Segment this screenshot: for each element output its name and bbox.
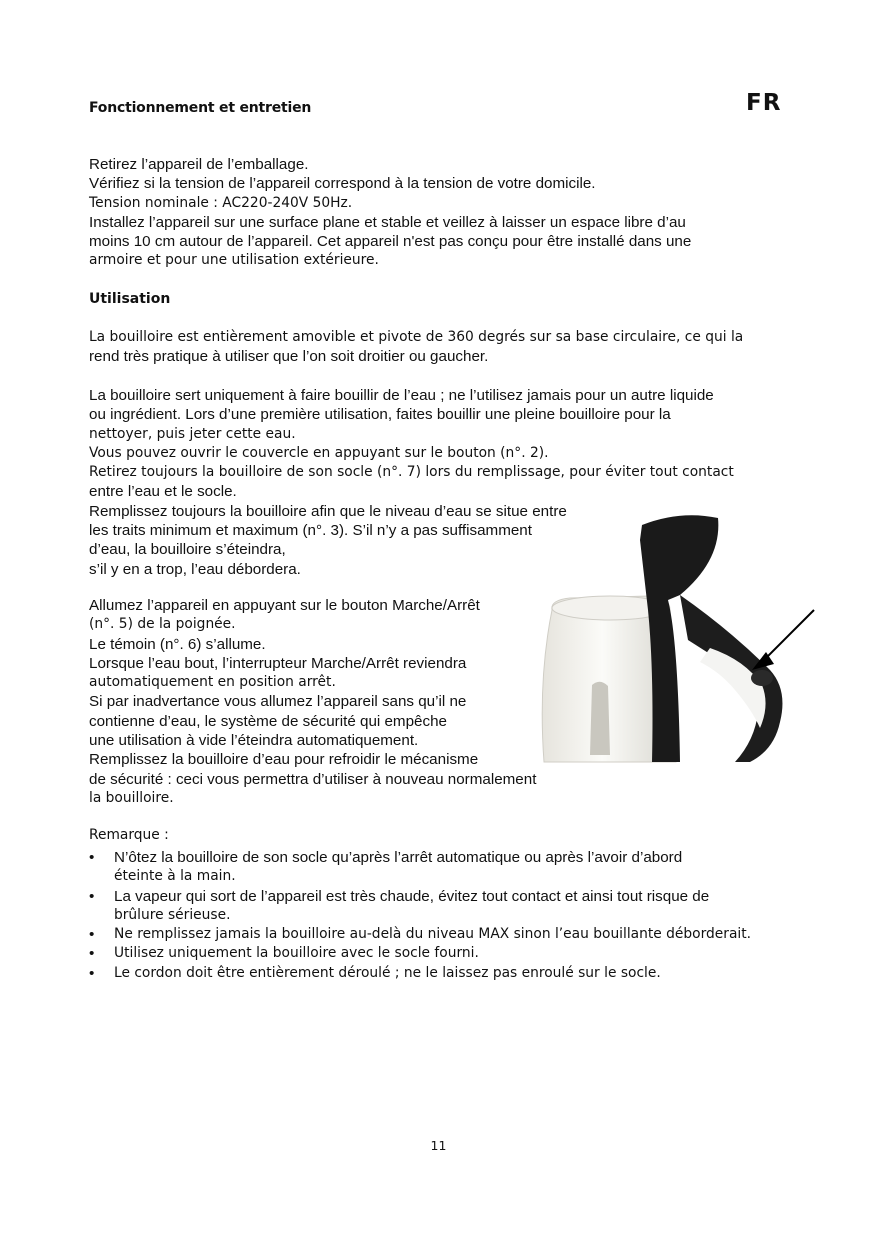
text-line: Utilisez uniquement la bouilloire avec le socle fourni.: [114, 945, 479, 962]
text-line: Retirez toujours la bouilloire de son socle (n°. 7) lors du remplissage, pour éviter tout contact: [89, 464, 734, 481]
text-line: Si par inadvertance vous allumez l’appareil sans qu’il ne: [89, 693, 467, 711]
text-line: Allumez l’appareil en appuyant sur le bouton Marche/Arrêt: [89, 597, 480, 614]
text-line: Le cordon doit être entièrement déroulé ; ne le laissez pas enroulé sur le socle.: [114, 964, 661, 981]
text-line: armoire et pour une utilisation extérieure.: [89, 252, 379, 269]
list-item: [89, 887, 751, 926]
text-line: Tension nominale : AC220-240V 50Hz.: [89, 194, 353, 211]
text-line: Vérifiez si la tension de l’appareil correspond à la tension de votre domicile.: [89, 175, 596, 193]
text-line: Remplissez toujours la bouilloire afin que le niveau d’eau se situe entre: [89, 502, 567, 520]
text-line: la bouilloire.: [89, 789, 174, 806]
text-line: entre l’eau et le socle.: [89, 483, 237, 501]
text-line: de sécurité : ceci vous permettra d’utiliser à nouveau normalement: [89, 770, 537, 788]
list-item: [89, 848, 751, 887]
text-line: Retirez l’appareil de l’emballage.: [89, 156, 309, 173]
text-line: brûlure sérieuse.: [114, 906, 231, 923]
intro-paragraph: [89, 155, 691, 271]
text-line: Le témoin (n°. 6) s’allume.: [89, 635, 266, 653]
usage-paragraph-3: [89, 596, 536, 808]
bullet-icon: •: [89, 887, 95, 905]
bullet-icon: •: [89, 926, 95, 944]
text-line: d’eau, la bouilloire s’éteindra,: [89, 541, 286, 559]
text-line: Lorsque l’eau bout, l’interrupteur Marche/Arrêt reviendra: [89, 654, 467, 672]
text-line: N’ôtez la bouilloire de son socle qu’après l’arrêt automatique ou après l’avoir d’abord: [114, 849, 683, 866]
page-number: 11: [430, 1138, 447, 1153]
section-header-title: Fonctionnement et entretien: [89, 100, 312, 116]
text-line: La vapeur qui sort de l’appareil est très chaude, évitez tout contact et ainsi tout risque de: [114, 887, 710, 905]
text-line: rend très pratique à utiliser que l’on soit droitier ou gaucher.: [89, 348, 489, 366]
text-line: Ne remplissez jamais la bouilloire au-delà du niveau MAX sinon l’eau bouillante déborderait.: [114, 926, 752, 943]
bullet-icon: •: [89, 964, 95, 982]
text-line: une utilisation à vide l’éteindra automatiquement.: [89, 732, 419, 750]
text-line: Remplissez la bouilloire d’eau pour refroidir le mécanisme: [89, 751, 479, 769]
text-line: La bouilloire est entièrement amovible et pivote de 360 degrés sur sa base circulaire, ce qui la: [89, 329, 744, 345]
list-item: [89, 964, 751, 983]
text-line: ou ingrédient. Lors d’une première utilisation, faites bouillir une pleine bouilloire pour la: [89, 406, 671, 424]
text-line: Vous pouvez ouvrir le couvercle en appuyant sur le bouton (n°. 2).: [89, 444, 549, 461]
text-line: les traits minimum et maximum (n°. 3). S’il n’y a pas suffisamment: [89, 522, 532, 540]
text-line: automatiquement en position arrêt.: [89, 674, 336, 691]
text-line: (n°. 5) de la poignée.: [89, 616, 236, 633]
bullet-icon: •: [89, 945, 95, 963]
language-code: FR: [746, 90, 782, 116]
text-line: La bouilloire sert uniquement à faire bouillir de l’eau ; ne l’utilisez jamais pour un autre liquide: [89, 387, 714, 404]
text-line: moins 10 cm autour de l’appareil. Cet appareil n'est pas conçu pour être installé dans une: [89, 233, 692, 251]
list-item: [89, 925, 751, 944]
usage-heading: Utilisation: [89, 291, 171, 307]
text-line: s’il y en a trop, l’eau débordera.: [89, 560, 301, 578]
text-line: nettoyer, puis jeter cette eau.: [89, 425, 296, 442]
text-line: Installez l’appareil sur une surface plane et stable et veillez à laisser un espace libre d’au: [89, 213, 686, 231]
remarks-list: [89, 848, 751, 983]
kettle-illustration: [530, 500, 830, 770]
text-line: éteinte à la main.: [114, 868, 236, 885]
text-line: contienne d’eau, le système de sécurité qui empêche: [89, 712, 447, 730]
remark-title: Remarque :: [89, 827, 169, 843]
usage-paragraph-1: [89, 328, 743, 367]
bullet-icon: •: [89, 849, 95, 866]
list-item: [89, 944, 751, 963]
